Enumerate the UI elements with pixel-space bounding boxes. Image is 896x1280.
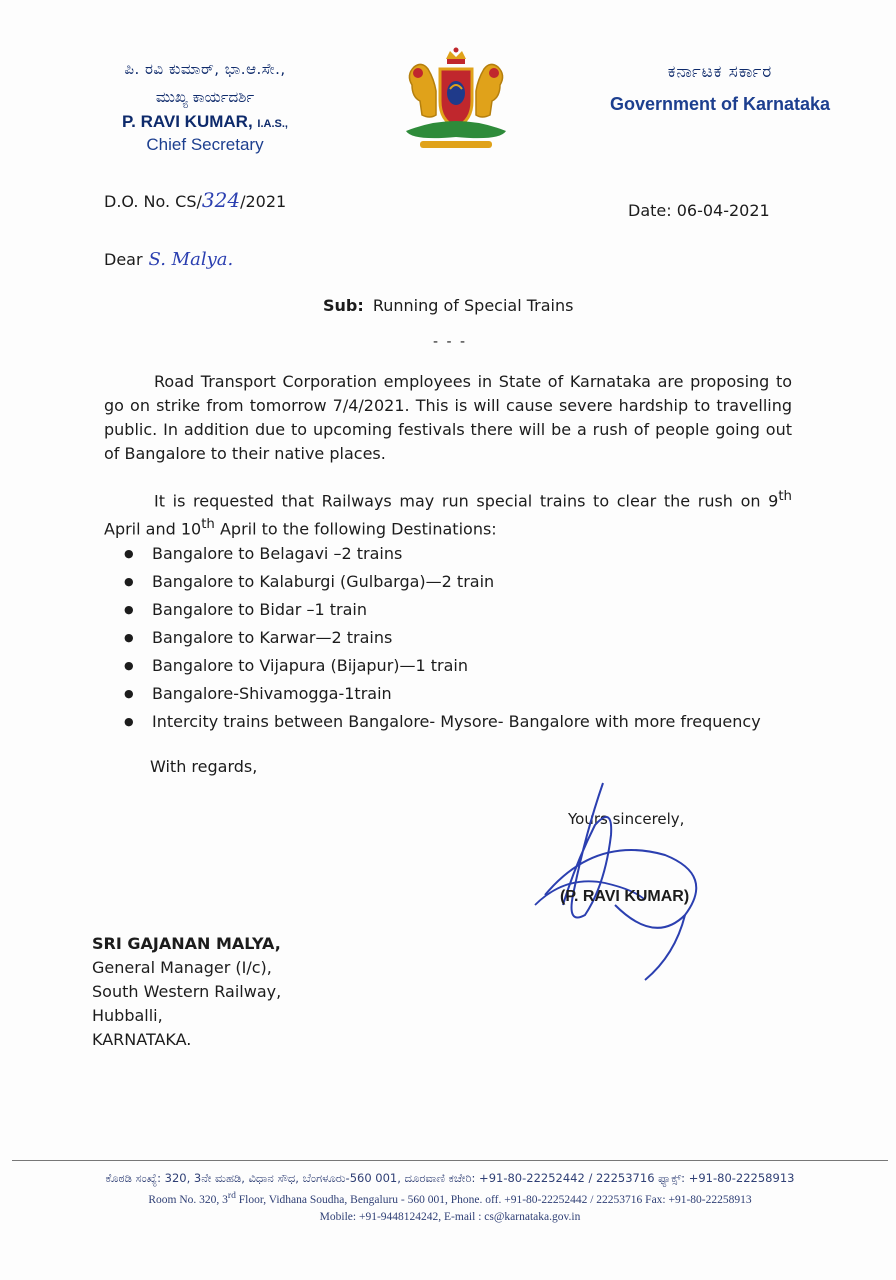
salutation-name-handwritten: S. Malya. [148, 249, 234, 270]
govt-kannada: ಕರ್ನಾಟಕ ಸರ್ಕಾರ [667, 62, 773, 82]
addressee-org: South Western Railway, [92, 982, 282, 1001]
separator: - - - [433, 334, 468, 350]
footer [20, 1170, 880, 1226]
footer-address: Room No. 320, 3rd Floor, Vidhana Soudha, Bengaluru - 560 001, Phone. off. +91-80-22252442 / 22253716 Fax: +91-80-22258913 [148, 1190, 752, 1206]
salutation: Dear S. Malya. [104, 249, 234, 270]
addressee-designation: General Manager (I/c), [92, 958, 272, 977]
sender-name: P. RAVI KUMAR, I.A.S., [122, 112, 288, 131]
footer-line-kannada: ಕೊಠಡಿ ಸಂಖ್ಯೆ: 320, 3ನೇ ಮಹಡಿ, ವಿಧಾನ ಸೌಧ, ಬೆಂಗಳೂರು-560 001, ದೂರವಾಣಿ ಕಚೇರಿ: +91-80-22252442 / 22253716 ಫ್ಯಾಕ್ಸ್: +91-80-22258913 [105, 1171, 795, 1185]
list-item: ● Bangalore to Bidar –1 train [122, 596, 761, 624]
addressee-city: Hubballi, [92, 1006, 163, 1025]
addressee-state: KARNATAKA. [92, 1030, 192, 1049]
subject-text: Running of Special Trains [372, 296, 574, 315]
addressee-block [92, 932, 281, 1052]
body-paragraph-2: It is requested that Railways may run special trains to clear the rush on 9th April and 10th April to the following Destinations: [104, 489, 792, 539]
signature-scribble [515, 775, 725, 985]
list-item: ● Bangalore-Shivamogga-1train [122, 680, 761, 708]
letterhead-right [590, 62, 850, 115]
closing: With regards, [150, 757, 258, 776]
list-item: ● Intercity trains between Bangalore- Mysore- Bangalore with more frequency [122, 708, 761, 736]
name-kannada: ಪಿ. ರವಿ ಕುಮಾರ್, ಭಾ.ಆ.ಸೇ., [124, 60, 286, 78]
do-number-handwritten: 324 [201, 188, 241, 212]
list-item: ● Bangalore to Belagavi –2 trains [122, 540, 761, 568]
subject-line [323, 296, 573, 315]
list-item: ● Bangalore to Karwar—2 trains [122, 624, 761, 652]
letterhead-left [60, 60, 350, 155]
sender-title: Chief Secretary [146, 135, 264, 154]
do-number: D.O. No. CS/324/2021 [104, 188, 287, 212]
subject-label: Sub: [323, 296, 364, 315]
destination-list [122, 540, 761, 736]
list-item: ● Bangalore to Vijapura (Bijapur)—1 train [122, 652, 761, 680]
list-item: ● Bangalore to Kalaburgi (Gulbarga)—2 train [122, 568, 761, 596]
addressee-name: SRI GAJANAN MALYA, [92, 934, 281, 953]
footer-contact: Mobile: +91-9448124242, E-mail : cs@karnataka.gov.in [319, 1210, 581, 1223]
yours-sincerely: Yours sincerely, [568, 810, 685, 828]
body-paragraph-1: Road Transport Corporation employees in State of Karnataka are proposing to go on strike from tomorrow 7/4/2021. This is will cause severe hardship to travelling public. In addition due to upcoming festivals there will be a rush of people going out of Bangalore to their native places. [104, 372, 792, 463]
letter-date: Date: 06-04-2021 [628, 201, 770, 220]
signatory-name: (P. RAVI KUMAR) [560, 888, 690, 905]
karnataka-emblem-icon [400, 45, 512, 153]
title-kannada: ಮುಖ್ಯ ಕಾರ್ಯದರ್ಶಿ [155, 88, 255, 106]
footer-divider [12, 1160, 888, 1161]
govt-name: Government of Karnataka [609, 94, 831, 114]
